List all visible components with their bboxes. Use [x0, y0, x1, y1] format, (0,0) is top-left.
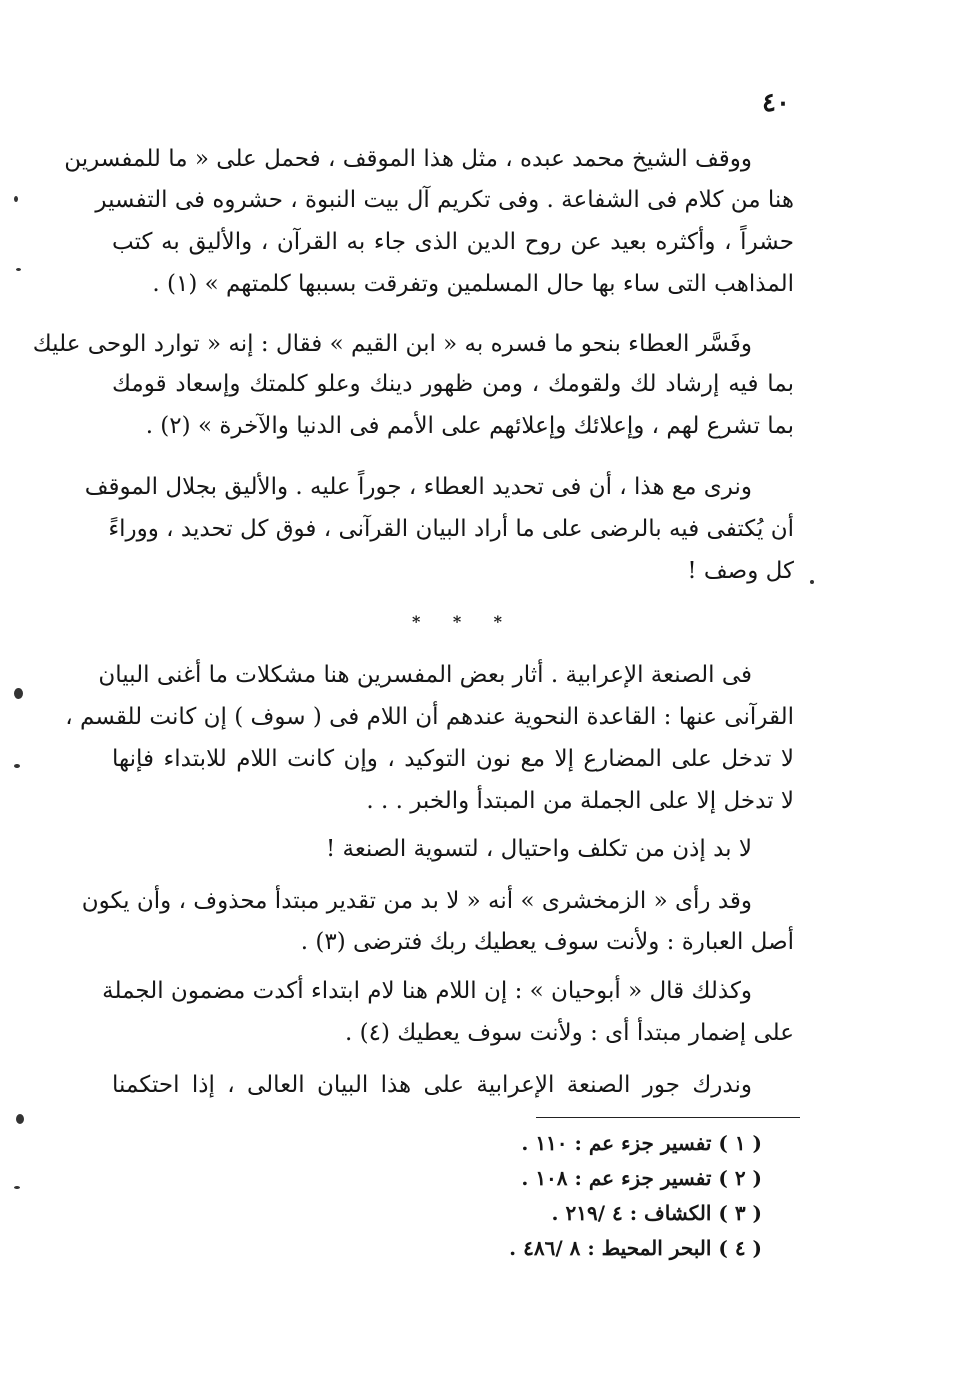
text-line: بما فيه إرشاد لك ولقومك ، ومن ظهور دينك وعلو كلمتك وإسعاد قومك: [112, 371, 794, 397]
scan-speck: [14, 688, 23, 699]
text-line: ونرى مع هذا ، أن فى تحديد العطاء ، جوراً عليه . والأليق بجلال الموقف: [84, 474, 752, 500]
text-line: وكذلك قال « أبوحيان » : إن اللام هنا لام ابتداء أكدت مضمون الجملة: [102, 978, 752, 1004]
text-line: كل وصف !: [687, 558, 794, 584]
footnotes: [480, 1126, 762, 1266]
text-line: وندرك جور الصنعة الإعرابية على هذا البيان العالى ، إذا احتكمنا: [112, 1072, 752, 1098]
text-line: فى الصنعة الإعرابية . أثار بعض المفسرين هنا مشكلات ما أغنى البيان: [98, 662, 752, 688]
footnote-item: ( ٣ ) الكشاف : ٤ /٢١٩ .: [551, 1201, 762, 1225]
footnote-item: ( ١ ) تفسير جزء عم : ١١٠ .: [521, 1131, 762, 1155]
text-line: لا تدخل إلا على الجملة من المبتدأ والخبر . . .: [366, 788, 794, 814]
text-line: أن يُكتفى فيه بالرضى على ما أراد البيان القرآنى ، فوق كل تحديد ، ووراءً: [108, 516, 794, 542]
text-line: ووقف الشيخ محمد عبده ، مثل هذا الموقف ، فحمل على « ما للمفسرين: [64, 146, 752, 172]
page-number: ٤٠: [762, 88, 790, 118]
text-line: القرآنى عنها : القاعدة النحوية عندهم أن اللام فى ( سوف ) إن كانت للقسم ،: [65, 704, 794, 730]
footnote-divider: [536, 1117, 800, 1118]
footnote-item: ( ٤ ) البحر المحيط : ٨ /٤٨٦ .: [509, 1236, 762, 1260]
text-line: وقد رأى « الزمخشرى » أنه « لا بد من تقدير مبتدأ محذوف ، وأن يكون: [81, 888, 752, 914]
separator-star: *: [412, 612, 421, 631]
scan-speck: [810, 580, 814, 584]
scan-speck: [14, 764, 20, 768]
text-line: أصل العبارة : ولأنت سوف يعطيك ربك فترضى (٣) .: [300, 929, 794, 955]
text-line: وفَسَّر العطاء بنحو ما فسره به « ابن القيم » فقال : إنه « توارد الوحى عليك: [32, 331, 752, 357]
footnote-item: ( ٢ ) تفسير جزء عم : ١٠٨ .: [521, 1166, 762, 1190]
text-line: هنا من كلام فى الشفاعة . وفى تكريم آل بيت النبوة ، حشروه فى التفسير: [95, 187, 794, 213]
text-line: حشراً ، وأكثره بعيد عن روح الدين الذى جاء به القرآن ، والأليق به كتب: [112, 229, 794, 255]
separator-star: *: [493, 612, 502, 631]
scan-speck: [16, 1114, 24, 1124]
text-line: لا تدخل على المضارع إلا مع نون التوكيد ، وإن كانت اللام للابتداء فإنها: [112, 746, 794, 772]
text-line: على إضمار مبتدأ أى : ولأنت سوف يعطيك (٤) .: [345, 1020, 794, 1046]
scan-speck: [14, 196, 18, 202]
section-separator: [412, 612, 502, 631]
scan-speck: [16, 268, 21, 271]
text-line: بما تشرع لهم ، وإعلائك وإعلائهم على الأمم فى الدنيا والآخرة » (٢) .: [145, 413, 794, 439]
text-line: لا بد إذن من تكلف واحتيال ، لتسوية الصنعة !: [325, 836, 752, 862]
scan-speck: [14, 1186, 20, 1189]
separator-star: *: [452, 612, 462, 631]
text-line: المذاهب التى ساء بها حال المسلمين وتفرقت بسببها كلمتهم » (١) .: [152, 271, 794, 297]
